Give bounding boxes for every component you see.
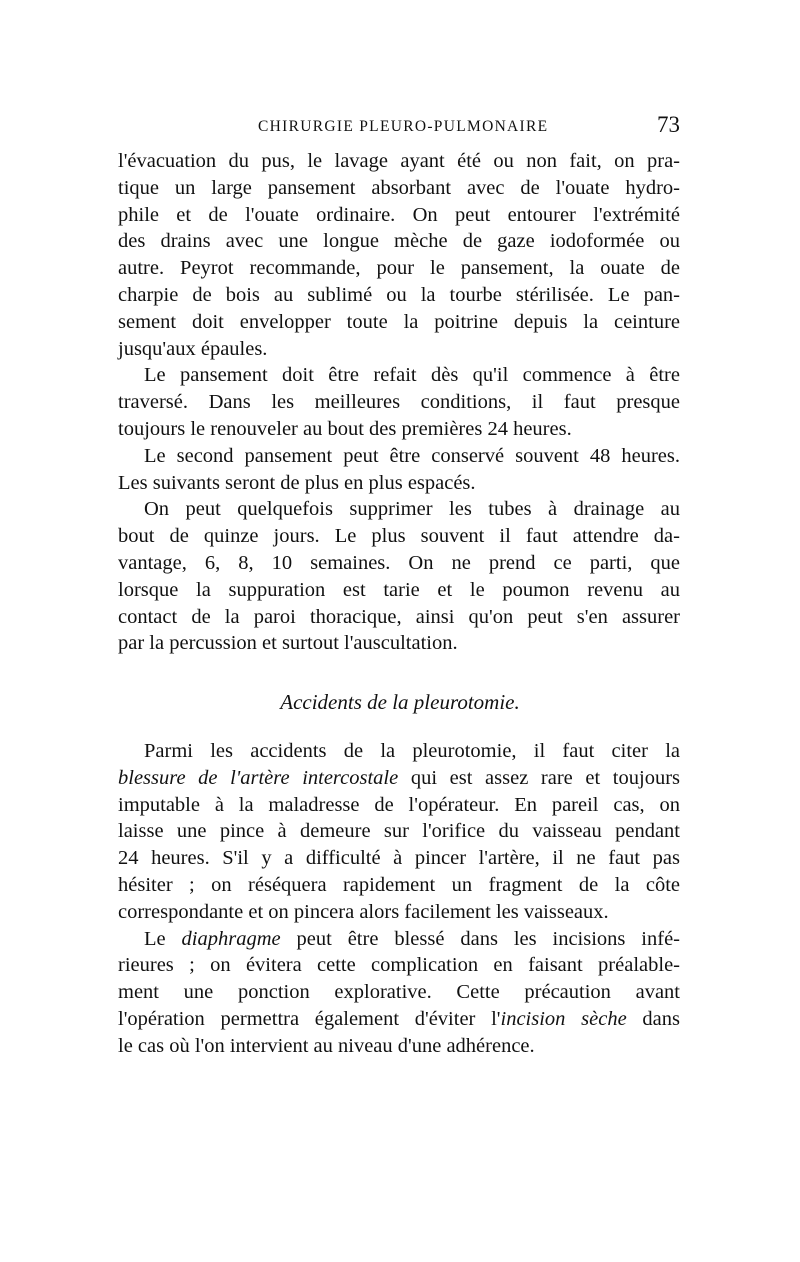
text-line: lorsque la suppuration est tarie et le poumon revenu au	[118, 578, 680, 601]
text-line: Le second pansement peut être conservé souvent 48 heures.	[144, 444, 680, 467]
text-line	[118, 792, 680, 819]
text-line: charpie de bois au sublimé ou la tourbe stérilisée. Le pan-	[118, 283, 680, 306]
text-segment: rieures ; on évitera cette complication en faisant préalable-	[118, 954, 680, 977]
text-line: Le pansement doit être refait dès qu'il commence à être	[144, 364, 680, 387]
text-segment: imputable à la maladresse de l'opérateur. En pareil cas, on	[118, 793, 680, 816]
body-text-top	[118, 148, 680, 657]
text-line: bout de quinze jours. Le plus souvent il faut attendre da-	[118, 525, 680, 548]
text-segment: correspondante et on pincera alors facilement les vaisseaux.	[118, 900, 609, 923]
text-line: toujours le renouveler au bout des premières 24 heures.	[118, 417, 572, 440]
text-segment: l'opération permettra également d'éviter l'	[118, 1007, 501, 1030]
paragraph	[118, 926, 680, 1060]
text-segment: ment une ponction explorative. Cette précaution avant	[118, 981, 680, 1004]
italic-term: incision sèche	[500, 1007, 627, 1030]
body-text-bottom	[118, 738, 680, 1060]
paragraph	[118, 496, 680, 657]
text-line	[118, 1006, 680, 1033]
text-line: jusqu'aux épaules.	[118, 337, 268, 360]
text-segment: 24 heures. S'il y a difficulté à pincer l'artère, il ne faut pas	[118, 847, 680, 870]
paragraph	[118, 148, 680, 362]
text-line	[118, 899, 680, 926]
text-line: phile et de l'ouate ordinaire. On peut entourer l'extrémité	[118, 203, 680, 226]
text-line: contact de la paroi thoracique, ainsi qu'on peut s'en assurer	[118, 605, 680, 628]
text-line: Les suivants seront de plus en plus espacés.	[118, 471, 476, 494]
text-line	[118, 845, 680, 872]
text-segment: laisse une pince à demeure sur l'orifice du vaisseau pendant	[118, 820, 680, 843]
paragraph	[118, 738, 680, 926]
running-head	[118, 112, 680, 142]
text-line: vantage, 6, 8, 10 semaines. On ne prend ce parti, que	[118, 551, 680, 574]
text-segment: le cas où l'on intervient au niveau d'une adhérence.	[118, 1034, 535, 1057]
text-segment: qui est assez rare et toujours	[398, 766, 680, 789]
text-segment: hésiter ; on réséquera rapidement un fragment de la côte	[118, 873, 680, 896]
paragraph	[118, 362, 680, 442]
section-title: Accidents de la pleurotomie.	[280, 690, 520, 714]
running-title: CHIRURGIE PLEURO-PULMONAIRE	[258, 118, 549, 135]
text-line	[118, 926, 680, 953]
italic-term: diaphragme	[181, 927, 281, 950]
text-line: l'évacuation du pus, le lavage ayant été ou non fait, on pra-	[118, 150, 680, 172]
text-line	[118, 979, 680, 1006]
paragraph	[118, 443, 680, 497]
text-line	[118, 818, 680, 845]
text-line	[118, 952, 680, 979]
text-segment: dans	[626, 1007, 680, 1030]
text-line: par la percussion et surtout l'auscultation.	[118, 632, 458, 655]
text-line: des drains avec une longue mèche de gaze iodoformée ou	[118, 230, 680, 253]
text-line: sement doit envelopper toute la poitrine depuis la ceinture	[118, 310, 680, 333]
text-line	[118, 872, 680, 899]
text-segment: Le	[144, 927, 182, 950]
text-line	[118, 738, 680, 765]
text-line: autre. Peyrot recommande, pour le pansement, la ouate de	[118, 257, 680, 280]
page-number: 73	[657, 112, 680, 137]
text-line: On peut quelquefois supprimer les tubes à drainage au	[144, 498, 680, 521]
text-segment: Parmi les accidents de la pleurotomie, il faut citer la	[144, 740, 680, 762]
text-line	[118, 765, 680, 792]
text-line: tique un large pansement absorbant avec de l'ouate hydro-	[118, 176, 680, 199]
italic-term: blessure de l'artère intercostale	[118, 766, 399, 789]
text-segment: peut être blessé dans les incisions infé-	[280, 927, 680, 950]
text-line: traversé. Dans les meilleures conditions, il faut presque	[118, 391, 680, 414]
text-line	[118, 1033, 680, 1060]
